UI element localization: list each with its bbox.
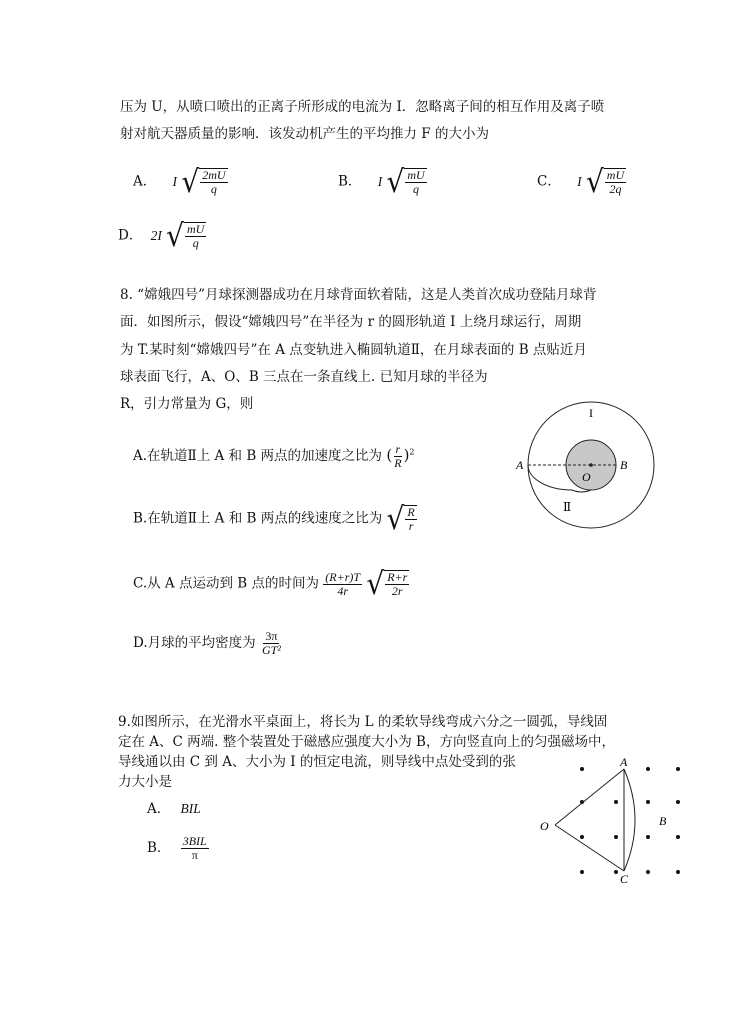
q9-option-b-label: B． [147,840,171,856]
q7-option-d-den: q [192,236,199,250]
q8-option-b-den: r [408,519,414,533]
q7-option-b-num: mU [407,168,425,182]
q8-option-c[interactable] [133,565,409,602]
q8-option-a-exp: 2 [409,447,415,457]
q7-option-b[interactable] [338,163,427,200]
q8-option-b-sqrt: √ $\frac{R}{r}$ [386,500,415,537]
q9-option-b-num: 3BIL [182,834,207,848]
radius-OA [555,769,624,825]
label-O: O [582,470,591,484]
label-B: B [659,814,667,828]
q8-line-2: 面．如图所示，假设“嫦娥四号”在半径为 r 的圆形轨道 I 上绕月球运行，周期 [120,314,582,330]
wire-arc [624,769,635,871]
q8-option-d[interactable] [133,630,283,657]
q8-option-c-num: (R+r)T [325,569,361,584]
q9-option-a[interactable] [147,800,201,818]
q7-option-c[interactable] [537,163,626,200]
label-A: A [620,755,628,769]
label-B: B [620,458,628,472]
q7-option-c-den: 2q [609,182,622,196]
label-O: O [540,819,549,833]
q8-option-d-num: 3π [265,629,278,643]
q9-option-b[interactable] [147,835,209,862]
q7-option-c-num: mU [606,168,625,182]
label-A: A [516,458,524,472]
q7-option-a-num: 2mU [202,168,226,182]
label-I: I [589,406,593,420]
q7-option-d-coef: 2I [150,227,162,243]
q7-option-b-sqrt: √ $\frac{mU}{q}$ [386,163,425,200]
q8-line-1: 8. “嫦娥四号”月球探测器成功在月球背面软着陆，这是人类首次成功登陆月球背 [120,287,597,303]
q8-option-c-rden: 2r [391,584,403,598]
q7-option-a-sqrt: √ $\frac{2mU}{q}$ [181,163,226,200]
q8-line-3: 为 T.某时刻“嫦娥四号”在 A 点变轨进入椭圆轨道Ⅱ，在月球表面的 B 点贴近月 [120,342,587,358]
q8-option-a[interactable]: A.在轨道Ⅱ上 A 和 B 两点的加速度之比为 ( $\frac{r}{R}$ )$^2$ [133,442,415,470]
q7-option-d[interactable] [118,217,206,254]
q8-option-c-sqrt: √ $\frac{R+r}{2r}$ [366,565,408,602]
q8-option-c-rnum: R+r [387,570,408,584]
q9-option-a-label: A． [147,801,171,817]
label-C: C [620,872,629,883]
q9-line-1: 9.如图所示，在光滑水平桌面上，将长为 L 的柔软导线弯成六分之一圆弧，导线固 [118,714,608,730]
q9-option-a-value: BIL [180,801,201,816]
q8-option-c-text: C.从 A 点运动到 B 点的时间为 [133,575,319,592]
q7-option-a[interactable] [133,163,228,200]
q7-option-a-den: q [210,182,217,196]
radius-OC [555,825,624,871]
wire-figure [538,755,688,883]
q7-option-a-coef: I [172,173,178,189]
label-II: Ⅱ [563,500,572,514]
orbit-figure [515,400,657,530]
q7-line-2: 射对航天器质量的影响．该发动机产生的平均推力 F 的大小为 [120,126,489,142]
q7-option-b-coef: I [377,173,383,189]
q8-option-b-text: B.在轨道Ⅱ上 A 和 B 两点的线速度之比为 [133,510,383,527]
q7-option-d-sqrt: √ $\frac{mU}{q}$ [166,217,205,254]
q7-option-d-num: mU [187,222,205,236]
q7-option-d-label: D． [118,227,143,244]
q7-option-c-sqrt: √ $\frac{mU}{2q}$ [585,163,625,200]
q8-line-5: R，引力常量为 G，则 [120,396,254,412]
q8-option-d-text: D.月球的平均密度为 [133,635,256,651]
center-O-dot [589,463,593,467]
q7-option-c-coef: I [577,173,582,189]
q8-option-a-den: R [394,456,402,470]
q8-option-a-num: r [395,442,401,456]
q7-option-c-label: C． [537,173,561,190]
q8-option-a-text: A.在轨道Ⅱ上 A 和 B 两点的加速度之比为 [133,448,383,464]
q9-option-b-den: π [191,848,198,862]
q8-line-4: 球表面飞行，A、O、B 三点在一条直线上. 已知月球的半径为 [120,369,488,385]
q9-line-4: 力大小是 [118,774,172,790]
q7-option-b-label: B． [338,173,362,190]
q9-line-3: 导线通以由 C 到 A、大小为 I 的恒定电流，则导线中点处受到的张 [118,754,516,770]
q8-option-d-den: GT² [261,643,281,657]
q8-option-b-num: R [407,505,415,519]
q8-option-c-den: 4r [337,583,348,598]
q7-line-1: 压为 U，从喷口喷出的正离子所形成的电流为 I．忽略离子间的相互作用及离子喷 [120,99,605,115]
q7-option-b-den: q [413,182,420,196]
q9-line-2: 定在 A、C 两端. 整个装置处于磁感应强度大小为 B，方向竖直向上的匀强磁场中， [118,734,615,750]
q8-option-b[interactable] [133,500,417,537]
q7-option-a-label: A． [133,173,157,190]
